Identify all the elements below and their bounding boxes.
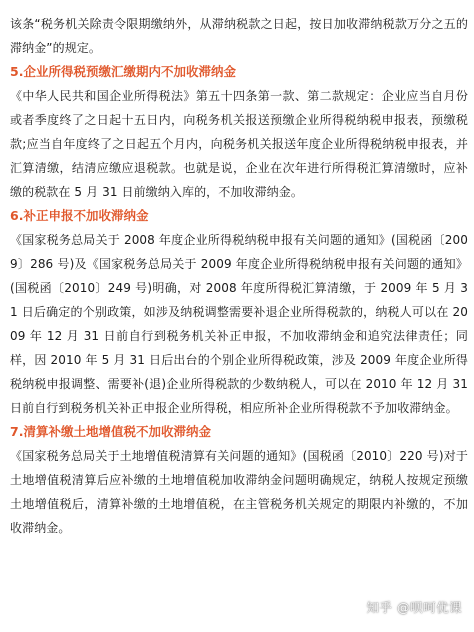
section-body-5: 《中华人民共和国企业所得税法》第五十四条第一款、第二款规定：企业应当自月份或者季度终了之日起十五日内，向税务机关报送预缴企业所得税纳税申报表，预缴税款;应当自年度终了之日起五个月内，向税务机关报送年度企业所得税纳税申报表，并汇算清缴，结清应缴应退税款。也就是说，企业在次年进行所得税汇算清缴时，应补缴的税款在 5 月 31 日前缴纳入库的，不加收滞纳金。 [10, 89, 468, 199]
section-heading-6: 6.补正申报不加收滞纳金 [10, 208, 149, 223]
section-heading-5: 5.企业所得税预缴汇缴期内不加收滞纳金 [10, 64, 236, 79]
section-body-7: 《国家税务总局关于土地增值税清算有关问题的通知》(国税函〔2010〕220 号)对于土地增值税清算后应补缴的土地增值税加收滞纳金问题明确规定，纳税人按规定预缴土地增值税后，清算补缴的土地增值税，在主管税务机关规定的期限内补缴的，不加收滞纳金。 [10, 449, 468, 535]
section-heading-7: 7.清算补缴土地增值税不加收滞纳金 [10, 424, 211, 439]
article [10, 12, 468, 540]
section-body-6: 《国家税务总局关于 2008 年度企业所得税纳税申报有关问题的通知》(国税函〔2009〕286 号)及《国家税务总局关于 2009 年度企业所得税纳税申报有关问题的通知》(国税函〔2010〕249 号)明确，对 2008 年度所得税汇算清缴，于 2009 年 5 月 31 日后确定的个别政策，如涉及纳税调整需要补退企业所得税款的，纳税人可以在 2009 年 12 月 31 日前自行到税务机关补正申报，不加收滞纳金和追究法律责任；同样，因 2010 年 5 月 31 日后出台的个别企业所得税政策，涉及 2009 年度企业所得税纳税申报调整、需要补(退)企业所得税款的少数纳税人，可以在 2010 年 12 月 31 日前自行到税务机关补正申报企业所得税，相应所补企业所得税款不予加收滞纳金。 [10, 233, 468, 415]
intro-paragraph: 该条“税务机关除责令限期缴纳外，从滞纳税款之日起，按日加收滞纳税款万分之五的滞纳金”的规定。 [10, 17, 468, 55]
watermark-text: 知乎 @呗呵优课 [366, 600, 462, 615]
